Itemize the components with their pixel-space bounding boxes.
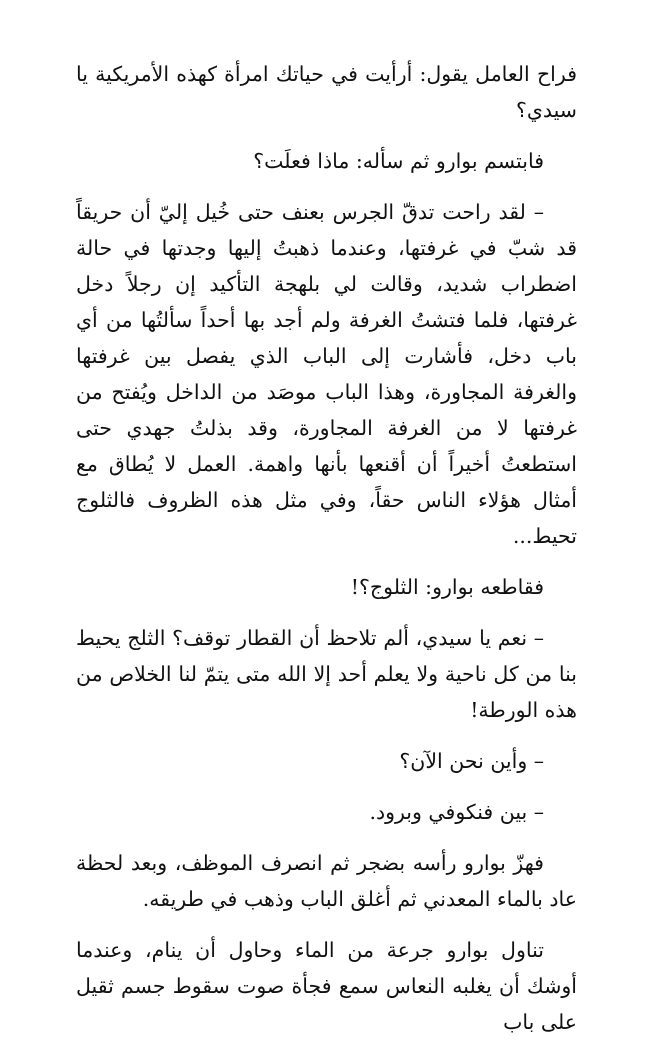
paragraph-4: فقاطعه بوارو: الثلوج؟! xyxy=(350,575,544,599)
paragraph-8: فهزّ بوارو رأسه بضجر ثم انصرف الموظف، وبعد لحظة عاد بالماء المعدني ثم أغلق الباب وذهب في طريقه. xyxy=(76,851,577,911)
paragraph-7: – بين فنكوفي وبرود. xyxy=(369,800,544,824)
paragraph-3: – لقد راحت تدقّ الجرس بعنف حتى خُيل إليّ أن حريقاً قد شبّ في غرفتها، وعندما ذهبتُ إليها وجدتها في حالة اضطراب شديد، وقالت لي بلهجة التأكيد إن رجلاً دخل غرفتها، فلما فتشتُ الغرفة ولم أجد بها أحداً سألتُها من أي باب دخل، فأشارت إلى الباب الذي يفصل بين غرفتها والغرفة المجاورة، وهذا الباب موصَد من الداخل ويُفتح من غرفتها لا من الغرفة المجاورة، وقد بذلتُ جهدي حتى استطعتُ أخيراً أن أقنعها بأنها واهمة. العمل لا يُطاق مع أمثال هؤلاء الناس حقاً، وفي مثل هذه الظروف فالثلوج تحيط... xyxy=(76,200,577,548)
paragraph-6: – وأين نحن الآن؟ xyxy=(399,749,544,773)
paragraph-5: – نعم يا سيدي، ألم تلاحظ أن القطار توقف؟ الثلج يحيط بنا من كل ناحية ولا يعلم أحد إلا الله متى يتمّ لنا الخلاص من هذه الورطة! xyxy=(76,626,577,722)
paragraph-9: تناول بوارو جرعة من الماء وحاول أن ينام، وعندما أوشك أن يغلبه النعاس سمع فجأة صوت سقوط جسم ثقيل على باب xyxy=(76,938,577,1034)
paragraph-2: فابتسم بوارو ثم سأله: ماذا فعلَت؟ xyxy=(253,149,544,173)
paragraph-1: فراح العامل يقول: أرأيت في حياتك امرأة كهذه الأمريكية يا سيدي؟ xyxy=(76,62,577,122)
